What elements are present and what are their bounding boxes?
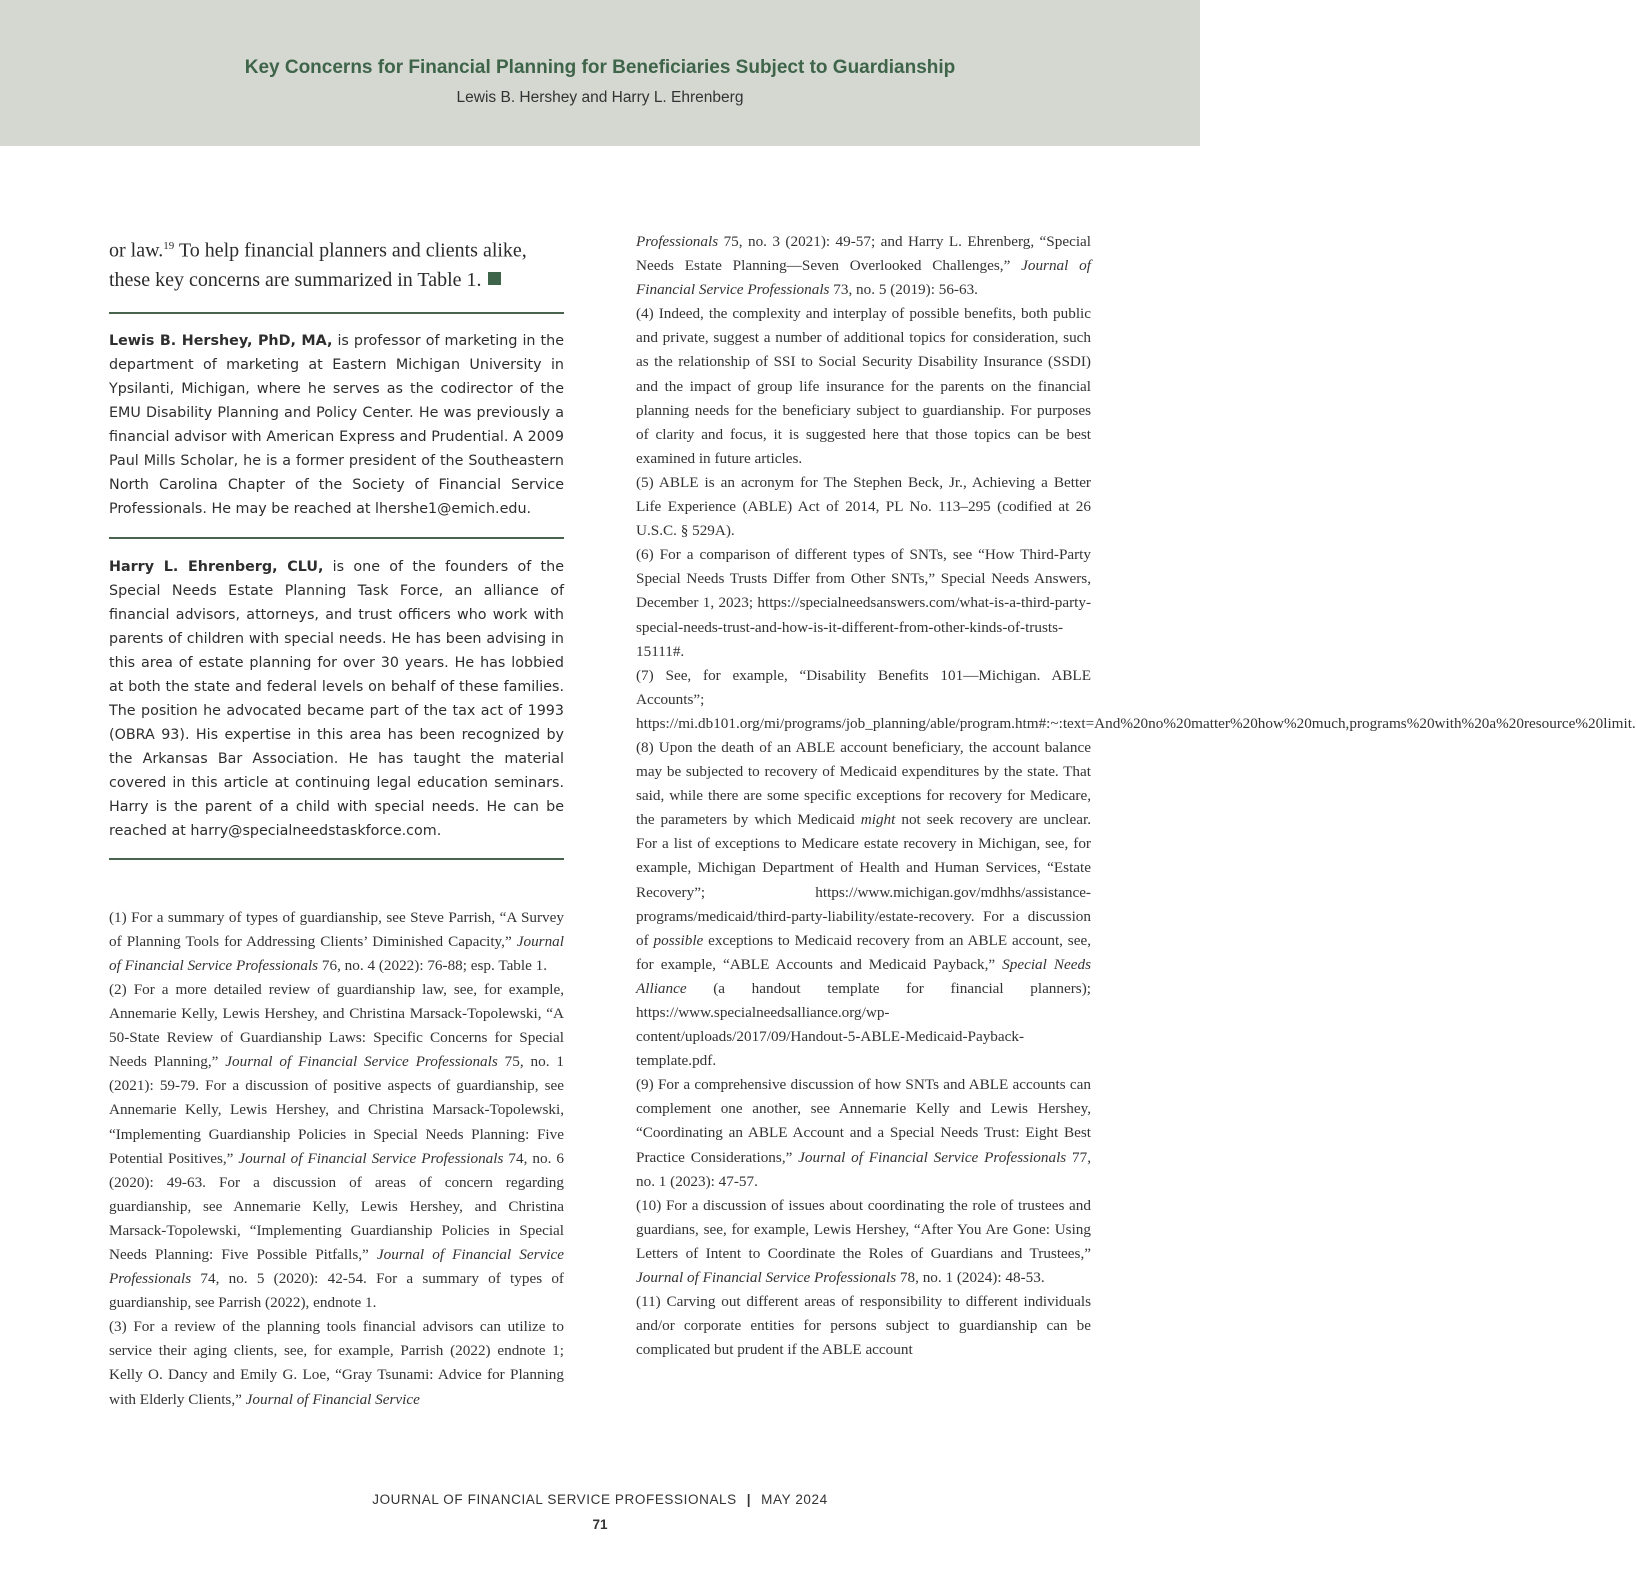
endnote-text: 73, no. 5 (2019): 56-63. [829,281,978,299]
journal-title: possible [653,931,704,949]
footer-separator: | [746,1492,752,1507]
journal-name: JOURNAL OF FINANCIAL SERVICE PROFESSIONALS [372,1492,737,1507]
endnote-text: (10) For a discussion of issues about coordinating the role of trustees and guardians, see, for example, Lewis Hershey, “After You Are Gone: Using Letters of Intent to Coordinate the Roles of Guardians and Trustees,” [636,1196,1091,1262]
endnotes-text [636,230,1636,1362]
author-bio-text: is professor of marketing in the department of marketing at Eastern Michigan University in Ypsilanti, Michigan, where he serves as the codirector of the EMU Disability Planning and Policy Center. He was previously a financial advisor with American Express and Prudential. A 2009 Paul Mills Scholar, he is a former president of the Southeastern North Carolina Chapter of the Society of Financial Service Professionals. He may be reached at lhershe1@emich.edu. [109,332,564,517]
author-name: Harry L. Ehrenberg, CLU, [109,558,324,575]
journal-title: Journal of Financial Service Professionals [109,1245,564,1288]
author-name: Lewis B. Hershey, PhD, MA, [109,332,333,349]
endnote-text: (a handout template for financial planners); https://www.specialneedsalliance.org/wp-content/uploads/2017/09/Handout-5-ABLE-Medicaid-Payback-template.pdf. [636,979,1091,1070]
endnote-text: 74, no. 5 (2020): 42-54. For a summary of types of guardianship, see Parrish (2022), endnote 1. [109,1270,564,1312]
journal-title: might [860,811,896,829]
endnote-text: (3) For a review of the planning tools financial advisors can utilize to service their aging clients, see, for example, Parrish (2022) endnote 1; Kelly O. Dancy and Emily G. Loe, “Gray Tsunami: Advice for Planning with Elderly Clients,” [109,1318,564,1408]
left-column [109,232,564,1412]
divider [109,312,564,314]
endnote-text: (2) For a more detailed review of guardianship law, see, for example, Annemarie Kelly, Lewis Hershey, and Christina Marsack-Topolewski, “A 50-State Review of Guardianship Laws: Specific Concerns for Special Needs Planning,” [109,980,564,1071]
page-number: 71 [592,1517,608,1532]
endnote-text: 77, no. 1 (2023): 47-57. [636,1148,1092,1190]
endnote-text: exceptions to Medicaid recovery from an ABLE account, see, for example, “ABLE Accounts and Medicaid Payback,” [636,931,1091,973]
article-title: Key Concerns for Financial Planning for Beneficiaries Subject to Guardianship [244,57,956,78]
journal-title: Professionals [636,233,719,250]
journal-title: Journal of Financial Service Professionals [109,932,564,974]
lead-paragraph [109,232,564,295]
author-bio-text: is one of the founders of the Special Needs Estate Planning Task Force, an alliance of financial advisors, attorneys, and trust officers who work with parents of children with special needs. He has been advising in this area of estate planning for over 30 years. He has lobbied at both the state and federal levels on behalf of these families. The position he advocated became part of the tax act of 1993 (OBRA 93). His expertise in this area has been recognized by the Arkansas Bar Association. He has taught the material covered in this article at continuing legal education seminars. Harry is the parent of a child with special needs. He can be reached at harry@specialneedstaskforce.com. [109,558,564,839]
journal-title: Journal of Financial Service Professionals [798,1148,1067,1166]
endnotes-text [109,906,564,1412]
endnote-text: (8) Upon the death of an ABLE account beneficiary, the account balance may be subjected to recovery of Medicaid expenditures by the state. That said, while there are some specific exceptions for recovery for Medicare, the parameters by which Medicaid [636,738,1091,829]
endnote-text: (5) ABLE is an acronym for The Stephen Beck, Jr., Achieving a Better Life Experience (ABLE) Act of 2014, PL No. 113–295 (codified at 26 U.S.C. § 529A). [636,473,1091,540]
journal-title: Special Needs Alliance [636,955,1091,997]
endnotes-left [109,906,564,1412]
endnote-text: 76, no. 4 (2022): 76-88; esp. Table 1. [318,956,548,974]
footnote-ref-19[interactable]: 19 [163,240,175,252]
endnote-text: (11) Carving out different areas of responsibility to different individuals and/or corporate entities for persons subject to guardianship can be complicated but prudent if the ABLE account [636,1293,1091,1359]
divider [109,537,564,539]
journal-title: Journal of Financial Service Professionals [636,257,1091,299]
endnote-text: (7) See, for example, “Disability Benefits 101—Michigan. ABLE Accounts”; https://mi.db101.org/mi/programs/job_planning/able/program.htm#:~:text=And%20no%20matter%20how%20much,programs%20with%20a%20resource%20limit. [636,666,1636,732]
endnote-text: (6) For a comparison of different types of SNTs, see “How Third-Party Special Needs Trusts Differ from Other SNTs,” Special Needs Answers, December 1, 2023; https://specialneedsanswers.com/what-is-a-third-party-special-needs-trust-and-how-is-it-different-from-other-kinds-of-trusts-15111#. [636,546,1091,660]
lead-text-after: To help financial planners and clients alike, these key concerns are summarized in Table 1. [109,239,527,291]
journal-title: Journal of Financial Service Professionals [225,1053,498,1071]
footer-journal [0,1492,1200,1507]
journal-title: Journal of Financial Service Professionals [636,1269,897,1287]
end-of-article-icon [488,272,501,285]
right-column [636,230,1636,1362]
endnote-text: (1) For a summary of types of guardianship, see Steve Parrish, “A Survey of Planning Tools for Addressing Clients’ Diminished Capacity,” [109,908,564,950]
endnote-text: 78, no. 1 (2024): 48-53. [896,1269,1045,1287]
endnote-text: (4) Indeed, the complexity and interplay of possible benefits, both public and private, suggest a number of additional topics for consideration, such as the relationship of SSI to Social Security Disability Insurance (SSDI) and the impact of group life insurance for the parents on the financial planning needs for the beneficiary subject to guardianship. For purposes of clarity and focus, it is suggested here that those topics can be best examined in future articles. [636,305,1091,467]
endnote-text: 75, no. 3 (2021): 49-57; and Harry L. Ehrenberg, “Special Needs Estate Planning—Seven Overlooked Challenges,” [636,233,1091,275]
author-bio-ehrenberg [109,555,564,843]
endnote-text: not seek recovery are unclear. For a list of exceptions to Medicare estate recovery in Michigan, see, for example, Michigan Department of Health and Human Services, “Estate Recovery”; https://www.michigan.gov/mdhhs/assistance-programs/medicaid/third-party-liability/estate-recovery. For a discussion of [636,811,1092,949]
journal-title: Journal of Financial Service [245,1390,420,1408]
issue-date: MAY 2024 [761,1492,828,1507]
endnote-text: 74, no. 6 (2020): 49-63. For a discussion of areas of concern regarding guardianship, see Annemarie Kelly, Lewis Hershey, and Christina Marsack-Topolewski, “Implementing Guardianship Policies in Special Needs Planning: Five Possible Pitfalls,” [109,1149,565,1263]
endnotes-right [636,230,1636,1362]
lead-text-before: or law. [109,239,164,262]
endnote-text: 75, no. 1 (2021): 59-79. For a discussion of positive aspects of guardianship, see Annemarie Kelly, Lewis Hershey, and Christina Marsack-Topolewski, “Implementing Guardianship Policies in Special Needs Planning: Five Potential Positives,” [109,1053,564,1167]
endnote-text: (9) For a comprehensive discussion of how SNTs and ABLE accounts can complement one another, see Annemarie Kelly and Lewis Hershey, “Coordinating an ABLE Account and a Special Needs Trust: Eight Best Practice Considerations,” [636,1076,1091,1166]
divider [109,858,564,860]
running-header [0,0,1200,146]
journal-title: Journal of Financial Service Professionals [238,1149,504,1167]
article-authors: Lewis B. Hershey and Harry L. Ehrenberg [456,89,744,106]
author-bio-hershey [109,329,564,521]
